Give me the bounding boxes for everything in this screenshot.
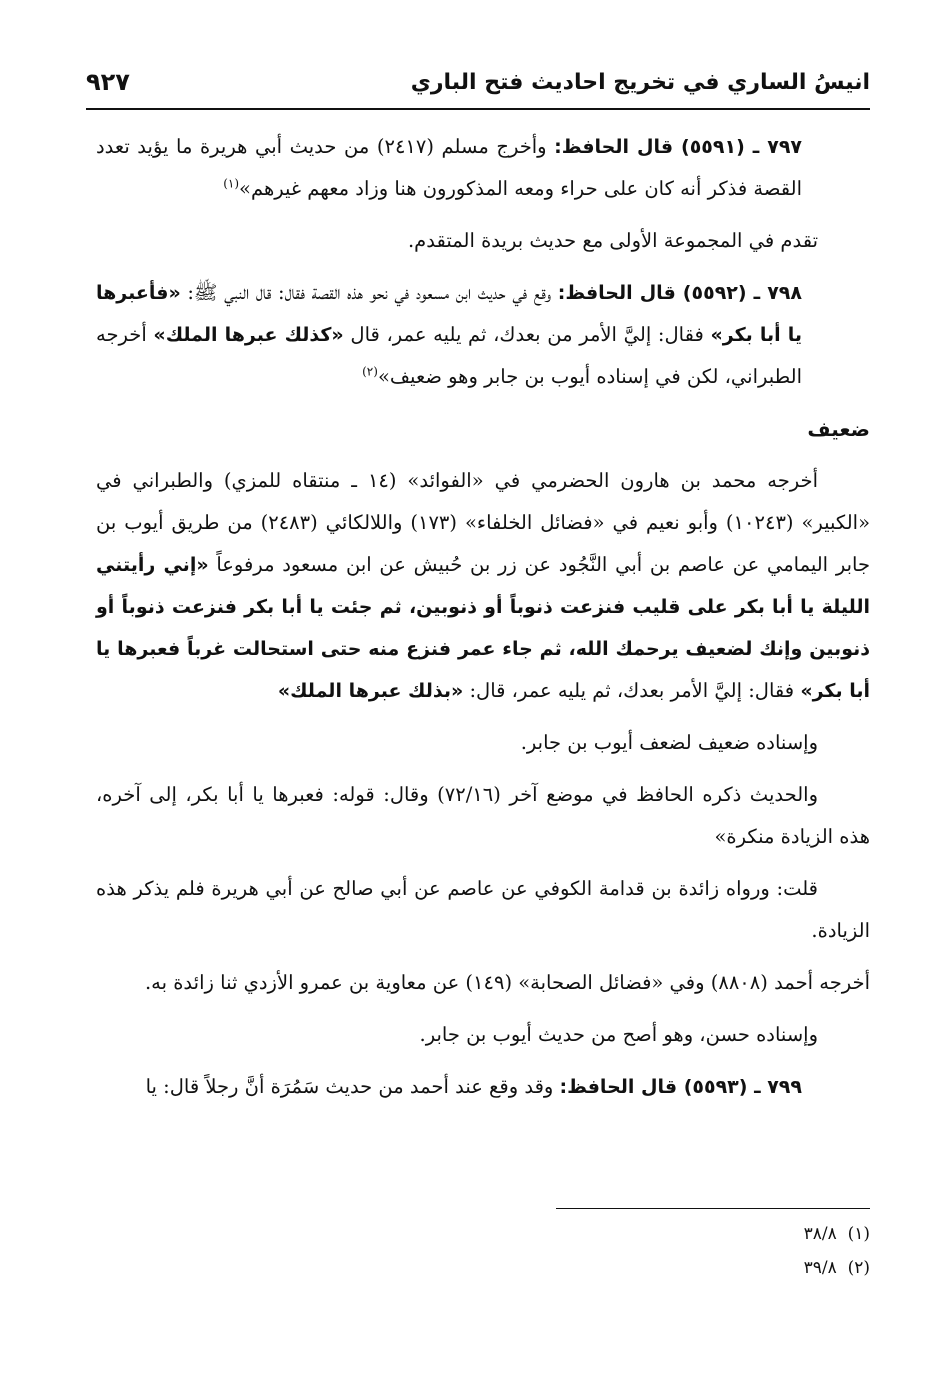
entry-798-text-3: أخرجه الطبراني، لكن في إسناده أيوب بن جابر وهو ضعيف» xyxy=(96,323,802,388)
entry-799-text: وقد وقع عند أحمد من حديث سَمُرَة أنَّ رجلاً قال: يا xyxy=(145,1075,560,1098)
entry-798-quote-2: «كذلك عبرها الملك» xyxy=(153,324,344,346)
entry-798 xyxy=(96,272,870,398)
grading-heading: ضعيف xyxy=(807,417,870,441)
footnote-2 xyxy=(556,1251,870,1285)
paragraph-hafiz-note: والحديث ذكره الحافظ في موضع آخر (٧٢/١٦) وقال: قوله: فعبرها يا أبا بكر، إلى آخره، هذه الزيادة منكرة» xyxy=(96,783,870,848)
paragraph-comment: قلت: ورواه زائدة بن قدامة الكوفي عن عاصم عن أبي صالح عن أبي هريرة فلم يذكر هذه الزيادة. xyxy=(96,877,870,942)
entry-798-quote-1: «فأعبرها يا أبا بكر» xyxy=(96,282,803,346)
paragraph-isnad-hasan: وإسناده حسن، وهو أصح من حديث أيوب بن جابر. xyxy=(419,1023,818,1046)
book-title: انيسُ الساري في تخريج احاديث فتح الباري xyxy=(410,70,870,95)
takhrij-paragraph xyxy=(96,460,870,712)
entry-797-label: ٧٩٧ ـ (٥٥٩١) قال الحافظ: xyxy=(554,136,803,158)
paragraph-isnad-weak: وإسناده ضعيف لضعف أيوب بن جابر. xyxy=(520,731,818,754)
page-body xyxy=(96,126,870,1118)
entry-797-comment: تقدم في المجموعة الأولى مع حديث بريدة المتقدم. xyxy=(407,229,818,252)
hadith-quote: «إني رأيتني الليلة يا أبا بكر على قليب فنزعت ذنوباً أو ذنوبين، ثم جئت يا أبا بكر فنزعت ذنوباً أو ذنوبين وإنك لضعيف يرحمك الله، ثم جاء عمر فنزع منه حتى استحالت غرباً فعبرها يا أبا بكر» xyxy=(96,554,870,702)
footnotes xyxy=(556,1208,870,1285)
footnote-1-ref: ٣٨/٨ xyxy=(803,1224,837,1244)
footnote-1 xyxy=(556,1217,870,1251)
footnote-ref-2[interactable]: (٢) xyxy=(362,364,378,379)
entry-797-text: وأخرج مسلم (٢٤١٧) من حديث أبي هريرة ما يؤيد تعدد القصة فذكر أنه كان على حراء ومعه المذكورون هنا وزاد معهم غيرهم» xyxy=(96,135,802,200)
entry-798-label: ٧٩٨ ـ (٥٥٩٢) قال الحافظ: xyxy=(557,282,802,304)
entry-798-text-2: فقال: إليَّ الأمر من بعدك، ثم يليه عمر، قال xyxy=(343,323,711,346)
takhrij-text-1: أخرجه محمد بن هارون الحضرمي في «الفوائد» (١٤ ـ منتقاه للمزي) والطبراني في «الكبير» (١٠٢٤٣) وأبو نعيم في «فضائل الخلفاء» (١٧٣) واللالكائي (٢٤٨٣) من طريق أيوب بن جابر اليمامي عن عاصم بن أبي النَّجُود عن زر بن حُبيش عن ابن مسعود مرفوعاً xyxy=(96,469,871,576)
entry-799 xyxy=(96,1066,870,1108)
hadith-quote-end: «بذلك عبرها الملك» xyxy=(277,680,464,702)
paragraph-ahmad: أخرجه أحمد (٨٨٠٨) وفي «فضائل الصحابة» (١٤٩) عن معاوية بن عمرو الأزدي ثنا زائدة به. xyxy=(144,971,870,994)
entry-798-text-1: وقع في حديث ابن مسعود في نحو هذه القصة فقال: قال النبي ﷺ: xyxy=(180,281,558,304)
footnote-2-number: (٢) xyxy=(847,1258,870,1278)
footnote-ref-1[interactable]: (١) xyxy=(223,176,240,191)
entry-797 xyxy=(96,126,870,210)
footnote-1-number: (١) xyxy=(847,1224,870,1244)
running-header xyxy=(86,62,870,110)
footnote-2-ref: ٣٩/٨ xyxy=(803,1258,837,1278)
page-number: ٩٢٧ xyxy=(86,68,130,96)
takhrij-text-2: فقال: إليَّ الأمر بعدك، ثم يليه عمر، قال: xyxy=(463,679,801,702)
entry-799-label: ٧٩٩ ـ (٥٥٩٣) قال الحافظ: xyxy=(559,1076,802,1098)
